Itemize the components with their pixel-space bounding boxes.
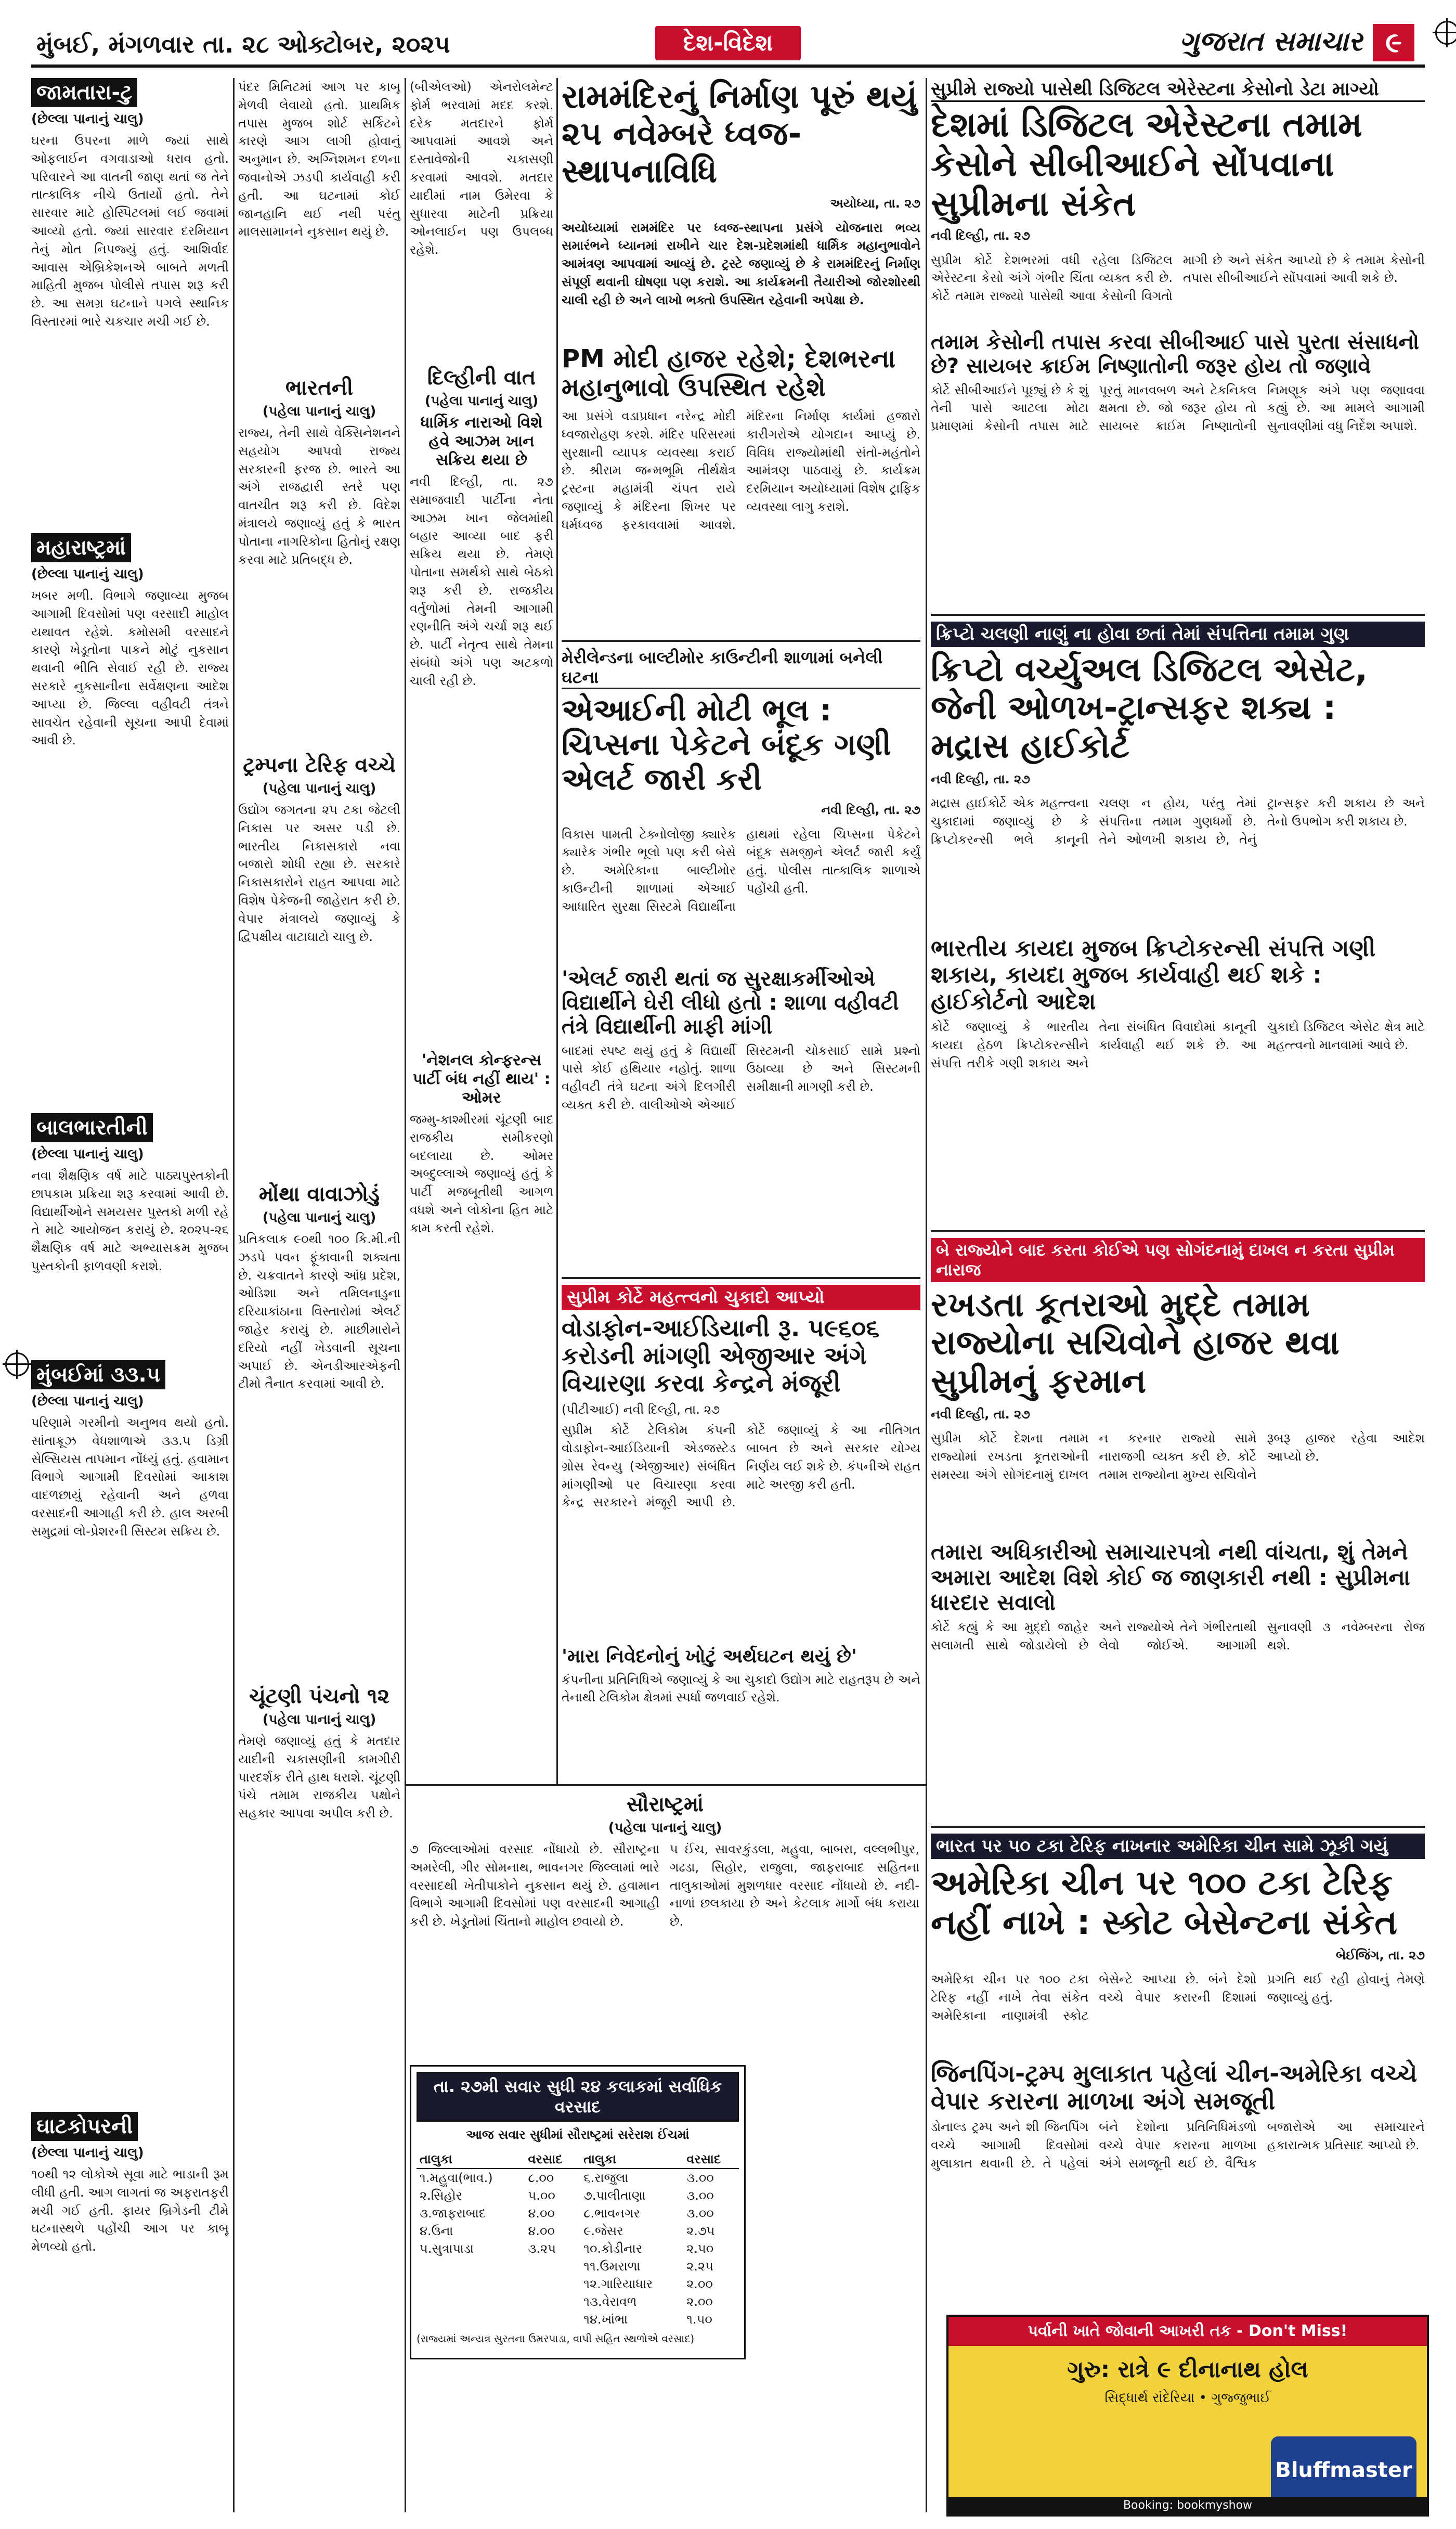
section-divider	[931, 1826, 1425, 1828]
dateline: બેઈજિંગ, તા. ૨૭	[1336, 1947, 1425, 1963]
table-row	[417, 2240, 739, 2257]
story-body: સુપ્રીમ કોર્ટે ટેલિકોમ કંપની વોડાફોન-આઈડિયાની એડજસ્ટેડ ગ્રોસ રેવન્યુ (એજીઆર) સંબંધિત માંગણીઓ પર વિચારણા કરવા કેન્દ્ર સરકારને મંજૂરી આપી છે. કોર્ટે જણાવ્યું કે આ નીતિગત બાબત છે અને સરકાર યોગ્ય નિર્ણય લઈ શકે છે. કંપનીએ રાહત માટે અરજી કરી હતી.	[562, 1423, 920, 1510]
column-rule	[556, 78, 558, 1784]
headline: દેશમાં ડિજિટલ એરેસ્ટના તમામ કેસોને સીબીઆઈને સોંપવાના સુપ્રીમના સંકેત	[931, 105, 1362, 224]
kicker: બે રાજ્યોને બાદ કરતા કોઈએ પણ સોગંદનામું દાખલ ન કરતા સુપ્રીમ નારાજ	[931, 1238, 1425, 1282]
story-body: ખબર મળી. વિભાગે જણાવ્યા મુજબ આગામી દિવસોમાં પણ વરસાદી માહોલ યથાવત રહેશે. કમોસમી વરસાદને કારણે ખેડૂતોના પાકને મોટું નુકસાન થવાની ભીતિ સેવાઈ રહી છે. રાજ્ય સરકારે નુકસાનીના સર્વેક્ષણના આદેશ આપ્યા છે. જિલ્લા વહીવટી તંત્રને સાવચેત રહેવાની સૂચના આપી દેવામાં આવી છે.	[31, 588, 229, 748]
table-row	[417, 2311, 739, 2328]
continued-label: (છેલ્લા પાનાનું ચાલુ)	[31, 1393, 144, 1409]
continued-label: (પહેલા પાનાનું ચાલુ)	[608, 1820, 722, 1836]
taluka-name: ૧૪.ખાંભા	[583, 2312, 628, 2327]
dateline: નવી દિલ્હી, તા. ૨૭	[931, 228, 1030, 243]
story-body: રાજ્ય, તેની સાથે વેક્સિનેશનને સહયોગ આપવો રાજ્ય સરકારની ફરજ છે. ભારતે આ અંગે રાજદ્વારી સ્તરે પણ વાતચીત શરૂ કરી છે. વિદેશ મંત્રાલયે જણાવ્યું હતું કે ભારત પોતાના નાગરિકોના હિતોનું રક્ષણ કરવા માટે પ્રતિબદ્ધ છે.	[238, 425, 400, 567]
section-divider	[405, 1784, 926, 1786]
story-body: સુપ્રીમ કોર્ટે દેશભરમાં વધી રહેલા ડિજિટલ એરેસ્ટના કેસો અંગે ગંભીર ચિંતા વ્યક્ત કરી છે. કોર્ટે તમામ રાજ્યો પાસેથી આવા કેસોની વિગતો માગી છે અને સંકેત આપ્યો છે કે તમામ કેસોની તપાસ સીબીઆઈને સોંપવામાં આવી શકે છે.	[931, 252, 1425, 304]
rain-value: ૧.૫૦	[686, 2312, 712, 2327]
story-heading: સૌરાષ્ટ્રમાં	[626, 1792, 704, 1816]
story-body: ૫ ઈંચ, સાવરકુંડલા, મહુવા, બાબરા, વલ્લભીપુર, ગઢડા, સિહોર, રાજુલા, જાફરાબાદ સહિતના તાલુકાઓમાં મુશળધાર વરસાદ નોંધાયો છે. નદી-નાળાં છલકાયા છે અને કેટલાક માર્ગો બંધ કરાયા છે.	[670, 1842, 919, 1929]
story-body: તેમણે જણાવ્યું હતું કે મતદાર યાદીની ચકાસણીની કામગીરી પારદર્શક રીતે હાથ ધરાશે. ચૂંટણી પંચે તમામ રાજકીય પક્ષોને સહકાર આપવા અપીલ કરી છે.	[238, 1734, 400, 1821]
story-heading: ચૂંટણી પંચનો ૧૨	[249, 1684, 390, 1708]
rain-value: ૪.૦૦	[528, 2205, 555, 2221]
table-row	[417, 2293, 739, 2311]
column-rule	[926, 78, 927, 2512]
theatre-advertisement[interactable]	[946, 2315, 1429, 2517]
story-body: અમેરિકા ચીન પર ૧૦૦ ટકા ટેરિફ નહીં નાખે તેવા સંકેત અમેરિકાના નાણામંત્રી સ્કોટ બેસેન્ટે આપ્યા છે. બંને દેશો વચ્ચે વેપાર કરારની દિશામાં પ્રગતિ થઈ રહી હોવાનું તેમણે જણાવ્યું હતું.	[931, 1972, 1425, 2023]
dateline: નવી દિલ્હી, તા. ૨૭	[931, 771, 1030, 786]
dateline: અયોધ્યા, તા. ૨૭	[830, 196, 920, 211]
story-heading: ઘાટકોપરની	[31, 2112, 138, 2141]
continued-label: (છેલ્લા પાનાનું ચાલુ)	[31, 1146, 144, 1162]
kicker: સુપ્રીમે રાજ્યો પાસેથી ડિજિટલ એરેસ્ટના કેસોનો ડેટા માગ્યો	[931, 78, 1425, 102]
story-body: ઘરના ઉપરના માળે જ્યાં સાથે ઓફલાઈન વગવાડાઓ ધરાવ હતો. પરિવારને આ વાતની જાણ થતાં જ તેને તાત્કાલિક નીચે ઉતાર્યો હતો. તેને સારવાર માટે હોસ્પિટલમાં લઈ જવામાં આવ્યો હતો. જ્યાં સારવાર દરમિયાન તેનું મોત નિપજ્યું હતું. આશિર્વાદ આવાસ એબ્રિકેશનએ બાબતે મળતી માહિતી મુજબ પોલીસે તપાસ શરૂ કરી છે. આ સમગ્ર ઘટનાને પગલે સ્થાનિક વિસ્તારમાં ભારે ચકચાર મચી ગઈ છે.	[31, 133, 229, 329]
rain-value: ૫.૦૦	[528, 2188, 555, 2203]
continued-label: (પહેલા પાનાનું ચાલુ)	[262, 1210, 376, 1225]
digital-arrest-story	[931, 78, 1425, 609]
column-header: વરસાદ	[525, 2150, 581, 2169]
ad-banner: પર્વાની ખાતે જોવાની આખરી તક - Don't Miss!	[948, 2317, 1427, 2346]
table-row	[417, 2222, 739, 2240]
story-body: કોર્ટે કહ્યું કે આ મુદ્દો જાહેર સલામતી સાથે જોડાયેલો છે અને રાજ્યોએ તેને ગંભીરતાથી લેવો જોઈએ. આગામી સુનાવણી ૩ નવેમ્બરના રોજ થશે.	[931, 1620, 1425, 1653]
story-body: સુપ્રીમ કોર્ટે દેશના તમામ રાજ્યોમાં રખડતા કૂતરાઓની સમસ્યા અંગે સોગંદનામું દાખલ ન કરનાર રાજ્યો સામે નારાજગી વ્યક્ત કરી છે. કોર્ટે તમામ રાજ્યોના મુખ્ય સચિવોને રૂબરૂ હાજર રહેવા આદેશ આપ્યો છે.	[931, 1431, 1425, 1482]
stray-dogs-story	[931, 1238, 1425, 1821]
story-body: નવા શૈક્ષણિક વર્ષ માટે પાઠ્યપુસ્તકોની છાપકામ પ્રક્રિયા શરૂ કરવામાં આવી છે. વિદ્યાર્થીઓને સમયસર પુસ્તકો મળી રહે તે માટે આયોજન કરાયું છે. ૨૦૨૫-૨૬ શૈક્ષણિક વર્ષ માટે અભ્યાસક્રમ મુજબ પુસ્તકોની ફાળવણી કરાશે.	[31, 1168, 229, 1273]
story-heading: જામતારા-ટુ	[31, 78, 137, 107]
masthead	[31, 21, 1425, 68]
column-2	[238, 78, 400, 2174]
rain-value: ૩.૦૦	[686, 2205, 714, 2221]
rain-table	[417, 2150, 739, 2328]
taluka-name: ૧૨.ગારિયાધાર	[583, 2276, 653, 2291]
table-row	[417, 2204, 739, 2222]
taluka-name: ૫.સુત્રાપાડા	[420, 2241, 474, 2256]
ram-mandir-story	[562, 78, 920, 635]
section-divider	[562, 1277, 920, 1279]
crypto-story	[931, 622, 1425, 1225]
table-row	[417, 2169, 739, 2187]
taluka-name: ૧૩.વેરાવળ	[583, 2294, 637, 2309]
story-body: અયોધ્યામાં રામમંદિર પર ધ્વજ-સ્થાપના પ્રસંગે યોજનારા ભવ્ય સમારંભને ધ્યાનમાં રાખીને ચાર દેશ-પ્રદેશમાંથી ધાર્મિક મહાનુભાવોને આમંત્રણ આપવામાં આવ્યું છે. ટ્રસ્ટે જણાવ્યું છે કે રામમંદિરનું નિર્માણ સંપૂર્ણ થવાની ઘોષણા પણ કરાશે. આ કાર્યક્રમની તૈયારીઓ જોરશોરથી ચાલી રહી છે અને લાખો ભક્તો ઉપસ્થિત રહેવાની અપેક્ષા છે.	[562, 220, 920, 307]
subheadline: ભારતીય કાયદા મુજબ ક્રિપ્ટોકરન્સી સંપત્તિ ગણી શકાય, કાયદા મુજબ કાર્યવાહી થઈ શકે : હાઈકોર્ટનો આદેશ	[931, 935, 1376, 1015]
rain-value: ૩.૦૦	[686, 2170, 714, 2185]
taluka-name: ૧૧.ઉમરાળા	[583, 2259, 641, 2274]
continued-label: (પહેલા પાનાનું ચાલુ)	[262, 404, 376, 419]
story-body: આ પ્રસંગે વડાપ્રધાન નરેન્દ્ર મોદી ધ્વજારોહણ કરશે. મંદિર પરિસરમાં સુરક્ષાની વ્યાપક વ્યવસ્થા કરાઈ છે. શ્રીરામ જન્મભૂમિ તીર્થક્ષેત્ર ટ્રસ્ટના મહામંત્રી ચંપત રાયે જણાવ્યું કે મંદિરના શિખર પર ધર્મધ્વજ ફરકાવવામાં આવશે. મંદિરના નિર્માણ કાર્યમાં હજારો કારીગરોએ યોગદાન આપ્યું છે. વિવિધ રાજ્યોમાંથી સંતો-મહંતોને આમંત્રણ પાઠવાયું છે. કાર્યક્રમ દરમિયાન અયોધ્યામાં વિશેષ ટ્રાફિક વ્યવસ્થા લાગુ કરાશે.	[562, 409, 920, 532]
dateline: (પીટીઆઈ) નવી દિલ્હી, તા. ૨૭	[562, 1402, 720, 1417]
story-body: ૭ જિલ્લાઓમાં વરસાદ નોંધાયો છે. સૌરાષ્ટ્રના અમરેલી, ગીર સોમનાથ, ભાવનગર જિલ્લામાં ભારે વરસાદથી ખેતીપાકોને નુકસાન થયું છે. હવામાન વિભાગે આગામી દિવસોમાં પણ વરસાદની આગાહી કરી છે. ખેડૂતોમાં ચિંતાનો માહોલ છવાયો છે.	[410, 1842, 659, 1929]
rain-value: ૨.૨૫	[686, 2259, 713, 2274]
subheadline: PM મોદી હાજર રહેશે; દેશભરના મહાનુભાવો ઉપસ્થિત રહેશે	[562, 344, 896, 402]
subheadline: તમામ કેસોની તપાસ કરવા સીબીઆઈ પાસે પુરતા સંસાધનો છે? સાયબર ક્રાઈમ નિષ્ણાતોની જરૂર હોય તો જણાવે	[931, 330, 1420, 378]
story-body: ડોનાલ્ડ ટ્રમ્પ અને શી જિનપિંગ વચ્ચે આગામી દિવસોમાં મુલાકાત થવાની છે. તે પહેલાં બંને દેશોના પ્રતિનિધિમંડળો વચ્ચે વેપાર કરારના માળખા અંગે સમજૂતી થઈ છે. વૈશ્વિક બજારોએ આ સમાચારને હકારાત્મક પ્રતિસાદ આપ્યો છે.	[931, 2120, 1425, 2171]
table-row	[417, 2257, 739, 2275]
vodafone-story	[562, 1285, 920, 1779]
column-rule	[233, 78, 235, 2512]
newspaper-name: ગુજરાત સમાચાર	[1179, 26, 1362, 57]
dateline: નવી દિલ્હી, તા. ૨૭	[931, 1407, 1030, 1422]
story-heading: ટ્રમ્પના ટેરિફ વચ્ચે	[243, 753, 396, 777]
subheadline: જિનપિંગ-ટ્રમ્પ મુલાકાત પહેલાં ચીન-અમેરિકા વચ્ચે વેપાર કરારના માળખા અંગે સમજૂતી	[931, 2059, 1418, 2115]
headline: ક્રિપ્ટો વર્ચ્યુઅલ ડિજિટલ એસેટ, જેની ઓળખ-ટ્રાન્સફર શક્ય : મદ્રાસ હાઈકોર્ટ	[931, 650, 1368, 766]
section-divider	[931, 1230, 1425, 1232]
taluka-name: ૪.ઉના	[420, 2223, 453, 2238]
ad-booking: Booking: bookmyshow	[948, 2497, 1427, 2514]
taluka-name: ૧.મહુવા(ભાવ.)	[420, 2170, 493, 2185]
kicker: ક્રિપ્ટો ચલણી નાણું ના હોવા છતાં તેમાં સંપત્તિના તમામ ગુણ	[931, 622, 1425, 647]
story-body: પરિણામે ગરમીનો અનુભવ થયો હતો. સાંતાક્રૂઝ વેધશાળાએ ૩૩.૫ ડિગ્રી સેલ્સિયસ તાપમાન નોંધ્યું હતું. હવામાન વિભાગે આગામી દિવસોમાં આકાશ વાદળછાયું રહેવાની અને હળવા વરસાદની આગાહી કરી છે. હાલ અરબી સમુદ્રમાં લો-પ્રેશરની સિસ્ટમ સક્રિય છે.	[31, 1415, 229, 1539]
subheadline: 'એલર્ટ જારી થતાં જ સુરક્ષાકર્મીઓએ વિદ્યાર્થીને ઘેરી લીધો હતો : શાળા વહીવટી તંત્રે વિદ્યાર્થીની માફી માંગી	[562, 966, 899, 1039]
continued-label: (છેલ્લા પાનાનું ચાલુ)	[31, 111, 144, 127]
column-1	[31, 78, 229, 2512]
page-number: ૯	[1373, 24, 1414, 61]
column-3	[410, 78, 553, 1779]
rain-table-footnote: (રાજ્યમાં અન્યત્ર સુરતના ઉમરપાડા, વાપી સહિત સ્થળોએ વરસાદ)	[417, 2332, 695, 2345]
column-header: તાલુકા	[417, 2150, 525, 2169]
taluka-name: ૩.જાફરાબાદ	[420, 2205, 486, 2221]
taluka-name: ૨.સિહોર	[420, 2188, 463, 2203]
story-body: પ્રતિકલાક ૯૦થી ૧૦૦ કિ.મી.ની ઝડપે પવન ફૂંકાવાની શક્યતા છે. ચક્રવાતને કારણે આંધ્ર પ્રદેશ, ઓડિશા અને તમિલનાડુના દરિયાકાંઠાના વિસ્તારોમાં એલર્ટ જાહેર કરાયું છે. માછીમારોને દરિયો નહીં ખેડવાની સૂચના અપાઈ છે. એનડીઆરએફની ટીમો તૈનાત કરવામાં આવી છે.	[238, 1232, 400, 1391]
story-body: બાદમાં સ્પષ્ટ થયું હતું કે વિદ્યાર્થી પાસે કોઈ હથિયાર નહોતું. શાળા વહીવટી તંત્રે ઘટના અંગે દિલગીરી વ્યક્ત કરી છે. વાલીઓએ એઆઈ સિસ્ટમની ચોકસાઈ સામે પ્રશ્નો ઉઠાવ્યા છે અને સિસ્ટમની સમીક્ષાની માગણી કરી છે.	[562, 1043, 920, 1113]
continued-label: (પહેલા પાનાનું ચાલુ)	[262, 1712, 376, 1727]
headline: વોડાફોન-આઈડિયાની રૂ. ૫૯૬૦૬ કરોડની માંગણી એજીઆર અંગે વિચારણા કરવા કેન્દ્રને મંજૂરી	[562, 1313, 880, 1397]
story-subhead: ધાર્મિક નારાઓ વિશે હવે આઝમ ખાન સક્રિય થયા છે	[420, 414, 543, 469]
taluka-name: ૮.ભાવનગર	[583, 2205, 640, 2221]
rain-value: ૩.૦૦	[686, 2188, 714, 2203]
story-body: નવી દિલ્હી, તા. ૨૭ સમાજવાદી પાર્ટીના નેતા આઝમ ખાન જેલમાંથી બહાર આવ્યા બાદ ફરી સક્રિય થયા છે. તેમણે પોતાના સમર્થકો સાથે બેઠકો શરૂ કરી છે. રાજકીય વર્તુળોમાં તેમની આગામી રણનીતિ અંગે ચર્ચા શરૂ થઈ છે. પાર્ટી નેતૃત્વ સાથે તેમના સંબંધો અંગે પણ અટકળો ચાલી રહી છે.	[410, 474, 553, 688]
rain-value: ૮.૦૦	[528, 2170, 554, 2185]
continued-label: (પહેલા પાનાનું ચાલુ)	[424, 393, 539, 409]
rain-value: ૩.૨૫	[528, 2241, 556, 2256]
story-body: જમ્મુ-કાશ્મીરમાં ચૂંટણી બાદ રાજકીય સમીકરણો બદલાયા છે. ઓમર અબ્દુલ્લાએ જણાવ્યું હતું કે પાર્ટી મજબૂતીથી આગળ વધશે અને લોકોના હિત માટે કામ કરતી રહેશે.	[410, 1112, 553, 1235]
ai-gun-alert-story	[562, 648, 920, 1272]
column-rule	[405, 78, 406, 2512]
story-body: પંદર મિનિટમાં આગ પર કાબૂ મેળવી લેવાયો હતો. પ્રાથમિક તપાસ મુજબ શોર્ટ સર્કિટને કારણે આગ લાગી હોવાનું અનુમાન છે. અગ્નિશમન દળના જવાનોએ ઝડપી કાર્યવાહી કરી હતી. આ ઘટનામાં કોઈ જાનહાનિ થઈ નથી પરંતુ માલસામાનને નુકસાન થયું છે.	[238, 80, 400, 239]
kicker: ભારત પર ૫૦ ટકા ટેરિફ નાખનાર અમેરિકા ચીન સામે ઝૂકી ગયું	[931, 1834, 1425, 1859]
taluka-name: ૭.પાલીતાણા	[583, 2188, 646, 2203]
rain-value: ૨.૦૦	[686, 2294, 713, 2309]
story-body: કંપનીના પ્રતિનિધિએ જણાવ્યું કે આ ચુકાદો ઉદ્યોગ માટે રાહતરૂપ છે અને તેનાથી ટેલિકોમ ક્ષેત્રમાં સ્પર્ધા જળવાઈ રહેશે.	[562, 1672, 920, 1705]
rain-value: ૨.૫૦	[686, 2241, 714, 2256]
section-divider	[931, 614, 1425, 616]
headline: એઆઈની મોટી ભૂલ : ચિપ્સના પેકેટને બંદૂક ગણી એલર્ટ જારી કરી	[562, 692, 891, 797]
table-row	[417, 2187, 739, 2204]
story-heading: દિલ્હીની વાત	[427, 366, 536, 390]
rain-value: ૨.૭૫	[686, 2223, 715, 2238]
story-body: (બીએલઓ) એનરોલમેન્ટ ફોર્મ ભરવામાં મદદ કરશે. દરેક મતદારને ફોર્મ આપવામાં આવશે અને દસ્તાવેજોની ચકાસણી કરવામાં આવશે. મતદાર યાદીમાં નામ ઉમેરવા કે સુધારવા માટેની પ્રક્રિયા ઓનલાઈન પણ ઉપલબ્ધ રહેશે.	[410, 80, 553, 257]
registration-mark	[5, 1352, 29, 1376]
dateline: નવી દિલ્હી, તા. ૨૭	[821, 802, 920, 817]
headline: રખડતા કૂતરાઓ મુદ્દે તમામ રાજ્યોના સચિવોને હાજર થવા સુપ્રીમનું ફરમાન	[931, 1285, 1340, 1401]
section-label: દેશ-વિદેશ	[655, 26, 801, 60]
subheadline: 'મારા નિવેદનોનું ખોટું અર્થઘટન થયું છે'	[562, 1646, 857, 1668]
subheadline: તમારા અધિકારીઓ સમાચારપત્રો નથી વાંચતા, શું તેમને અમારા આદેશ વિશે કોઈ જ જાણકારી નથી : સુપ્રીમના ધારદાર સવાલો	[931, 1539, 1410, 1615]
rain-table-box	[410, 2065, 746, 2359]
ad-brand-logo: Bluffmaster	[1271, 2436, 1416, 2504]
taluka-name: ૧૦.કોડીનાર	[583, 2241, 643, 2256]
saurashtra-story	[410, 1792, 920, 2512]
issue-date: મુંબઈ, મંગળવાર તા. ૨૮ ઓક્ટોબર, ૨૦૨૫	[36, 30, 450, 58]
story-body: ઉદ્યોગ જગતના ૨૫ ટકા જેટલી નિકાસ પર અસર પડી છે. ભારતીય નિકાસકારો નવા બજારો શોધી રહ્યા છે. સરકારે નિકાસકારોને રાહત આપવા માટે વિશેષ પેકેજની જાહેરાત કરી છે. વેપાર મંત્રાલયે જણાવ્યું કે દ્વિપક્ષીય વાટાઘાટો ચાલુ છે.	[238, 803, 400, 944]
story-body: કોર્ટે જણાવ્યું કે ભારતીય કાયદા હેઠળ ક્રિપ્ટોકરન્સીને સંપત્તિ તરીકે ગણી શકાય અને તેના સંબંધિત વિવાદોમાં કાનૂની કાર્યવાહી થઈ શકે છે. આ ચુકાદો ડિજિટલ એસેટ ક્ષેત્ર માટે મહત્ત્વનો માનવામાં આવે છે.	[931, 1020, 1425, 1070]
tariff-story	[931, 1834, 1425, 2304]
story-body: કોર્ટે સીબીઆઈને પૂછ્યું છે કે શું તેની પાસે આટલા મોટા પ્રમાણમાં કેસોની તપાસ માટે પૂરતું માનવબળ અને ટેકનિકલ ક્ષમતા છે. જો જરૂર હોય તો સાયબર ક્રાઈમ નિષ્ણાતોની નિમણૂક અંગે પણ જણાવવા કહ્યું છે. આ મામલે આગામી સુનાવણીમાં વધુ નિર્દેશ અપાશે.	[931, 382, 1425, 434]
section-divider	[562, 640, 920, 642]
story-body: વિકાસ પામતી ટેક્નોલોજી ક્યારેક ક્યારેક ગંભીર ભૂલો પણ કરી બેસે છે. અમેરિકાના બાલ્ટીમોર કાઉન્ટીની શાળામાં એઆઈ આધારિત સુરક્ષા સિસ્ટમે વિદ્યાર્થીના હાથમાં રહેલા ચિપ્સના પેકેટને બંદૂક સમજીને એલર્ટ જારી કર્યું હતું. પોલીસ તાત્કાલિક શાળાએ પહોંચી હતી.	[562, 827, 920, 914]
rain-table-subtitle: આજ સવાર સુધીમાં સૌરાષ્ટ્રમાં સરેરાશ ઈંચમાં	[466, 2127, 690, 2142]
continued-label: (છેલ્લા પાનાનું ચાલુ)	[31, 2145, 144, 2161]
story-heading: મોંથા વાવાઝોડું	[258, 1182, 380, 1206]
story-heading: મુંબઈમાં ૩૩.૫	[31, 1360, 165, 1389]
continued-label: (પહેલા પાનાનું ચાલુ)	[262, 781, 376, 796]
story-heading: મહારાષ્ટ્રમાં	[31, 533, 131, 562]
continued-label: (છેલ્લા પાનાનું ચાલુ)	[31, 566, 144, 582]
story-heading: બાલભારતીની	[31, 1113, 153, 1142]
story-subhead: 'નેશનલ કોન્ફરન્સ પાર્ટી બંધ નહીં થાય' : ઓમર	[412, 1051, 551, 1107]
ad-showtime: ગુરુ: રાત્રે ૯ દીનાનાથ હોલ	[1067, 2356, 1308, 2383]
ad-cast: સિદ્ધાર્થ રાંદેરિયા • ગુજ્જુભાઈ	[1104, 2390, 1271, 2406]
table-row	[417, 2275, 739, 2293]
column-header: તાલુકા	[580, 2150, 683, 2169]
registration-mark	[1435, 21, 1456, 45]
story-heading: ભારતની	[285, 376, 354, 400]
headline: રામમંદિરનું નિર્માણ પૂરું થયું ૨૫ નવેમ્બરે ધ્વજ-સ્થાપનાવિધિ	[562, 78, 917, 190]
story-body: મદ્રાસ હાઈકોર્ટે એક મહત્ત્વના ચુકાદામાં જણાવ્યું છે કે ક્રિપ્ટોકરન્સી ભલે કાનૂની ચલણ ન હોય, પરંતુ તેમાં સંપત્તિના તમામ ગુણધર્મો છે. તેને ઓળખી શકાય છે, તેનું ટ્રાન્સફર કરી શકાય છે અને તેનો ઉપભોગ કરી શકાય છે.	[931, 796, 1425, 847]
rain-value: ૪.૦૦	[528, 2223, 555, 2238]
rain-table-title: તા. ૨૭મી સવાર સુધી ૨૪ કલાકમાં સર્વાધિક વરસાદ	[417, 2072, 739, 2122]
kicker: મેરીલેન્ડના બાલ્ટીમોર કાઉન્ટીની શાળામાં બનેલી ઘટના	[562, 648, 920, 689]
headline: અમેરિકા ચીન પર ૧૦૦ ટકા ટેરિફ નહીં નાખે : સ્કોટ બેસેન્ટના સંકેત	[931, 1862, 1398, 1942]
kicker: સુપ્રીમ કોર્ટે મહત્ત્વનો ચુકાદો આપ્યો	[562, 1285, 920, 1310]
story-body: ૧૦થી ૧૨ લોકોએ સૂવા માટે ભાડાની રૂમ લીધી હતી. આગ લાગતાં જ અફરાતફરી મચી ગઈ હતી. ફાયર બ્રિગેડની ટીમે ઘટનાસ્થળે પહોંચી આગ પર કાબૂ મેળવ્યો હતો.	[31, 2167, 229, 2254]
rain-value: ૨.૦૦	[686, 2276, 713, 2291]
taluka-name: ૬.રાજુલા	[583, 2170, 629, 2185]
column-header: વરસાદ	[683, 2150, 739, 2169]
taluka-name: ૯.જેસર	[583, 2223, 623, 2238]
